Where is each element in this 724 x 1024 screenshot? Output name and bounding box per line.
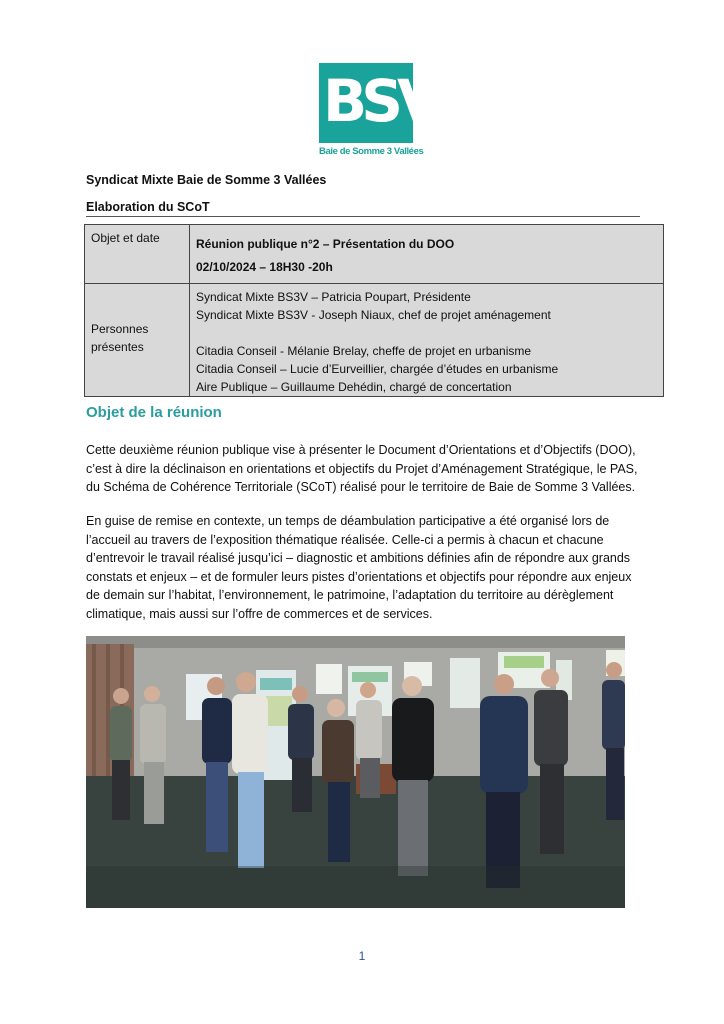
text-line: du Schéma de Cohérence Territoriale (SCoT) réalisé pour le territoire de Baie de Somme 3 Vallées. bbox=[86, 480, 636, 495]
attendee: Aire Publique – Guillaume Dehédin, chargé de concertation bbox=[196, 380, 512, 394]
table-row bbox=[85, 284, 664, 397]
attendee: Citadia Conseil - Mélanie Brelay, cheffe de projet en urbanisme bbox=[196, 344, 532, 358]
text-line: l’accueil au travers de l’exposition thématique réalisée. Celle-ci a permis à chacun et chacune bbox=[86, 532, 604, 547]
logo-tagline: Baie de Somme 3 Vallées bbox=[319, 146, 424, 157]
meeting-title: Réunion publique n°2 – Présentation du DOO bbox=[196, 237, 455, 251]
meeting-info-table bbox=[84, 224, 664, 397]
paragraph-context bbox=[86, 512, 646, 624]
text-line: constats et enjeux – et de formuler leurs pistes d’orientations et objectifs pour répondre aux enjeux bbox=[86, 569, 632, 584]
organization-name: Syndicat Mixte Baie de Somme 3 Vallées bbox=[86, 173, 327, 187]
document-subtitle: Elaboration du SCoT bbox=[86, 200, 210, 214]
logo-block bbox=[319, 63, 436, 143]
exhibition-photo bbox=[86, 636, 625, 908]
header-rule bbox=[86, 216, 640, 217]
photo-illustration bbox=[86, 636, 625, 908]
text-line: Cette deuxième réunion publique vise à présenter le Document d’Orientations et d’Objectifs (DOO), bbox=[86, 443, 636, 457]
bs3v-logo bbox=[319, 63, 436, 159]
row-label-personnes: Personnes bbox=[91, 322, 149, 336]
text-line: d’entrevoir le travail réalisé jusqu’ici – diagnostic et ambitions définies afin de répondre aux grands bbox=[86, 551, 631, 566]
attendee: Syndicat Mixte BS3V – Patricia Poupart, Présidente bbox=[196, 290, 471, 304]
page-number: 1 bbox=[358, 949, 366, 963]
text-line: c’est à dire la déclinaison en orientations et objectifs du Projet d’Aménagement Stratégique, le PAS, bbox=[86, 461, 638, 476]
paragraph-intro bbox=[86, 441, 646, 497]
section-heading: Objet de la réunion bbox=[86, 404, 222, 421]
row-label-objet: Objet et date bbox=[91, 231, 160, 245]
text-line: En guise de remise en contexte, un temps de déambulation participative a été organisé lors de bbox=[86, 514, 610, 528]
logo-letters: BSV bbox=[323, 67, 436, 135]
text-line: de demain sur l’habitat, l’environnement, le patrimoine, l’adaptation du territoire au dérèglement bbox=[86, 588, 614, 603]
meeting-date: 02/10/2024 – 18H30 -20h bbox=[196, 260, 333, 274]
table-cell-label bbox=[85, 284, 190, 397]
row-label-presentes: présentes bbox=[91, 340, 144, 354]
table-cell-label bbox=[85, 225, 190, 284]
attendee: Citadia Conseil – Lucie d’Eurveillier, chargée d’études en urbanisme bbox=[196, 362, 559, 376]
table-cell-value bbox=[190, 284, 664, 397]
table-row bbox=[85, 225, 664, 284]
attendee: Syndicat Mixte BS3V - Joseph Niaux, chef de projet aménagement bbox=[196, 308, 551, 322]
table-cell-value bbox=[190, 225, 664, 284]
text-line: climatique, mais aussi sur l’offre de commerces et de services. bbox=[86, 606, 433, 621]
